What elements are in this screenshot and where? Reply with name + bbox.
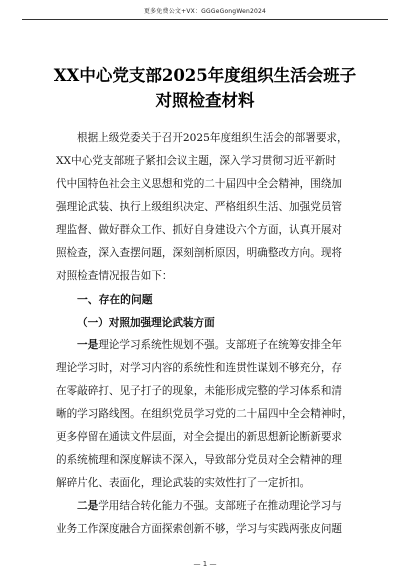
paragraph-line: 更多停留在通读文件层面，对全会提出的新思想新论断新要求 [56, 431, 343, 443]
paragraph-lead: 二是 [77, 500, 99, 512]
paragraph-line: 晰的学习路线图。在组织党员学习党的二十届四中全会精神时， [56, 408, 353, 420]
paragraph-line [77, 499, 342, 513]
header-note: 更多免费公文+VX：GGGeGongWen2024 [143, 8, 267, 15]
header-rule [22, 19, 388, 20]
intro-line: 强理论武装、执行上级组织决定、严格组织生活、加强党员管 [56, 201, 343, 213]
paragraph-text: 学用结合转化能力不强。支部班子在推动理论学习与 [98, 500, 342, 512]
paragraph-lead: 一是 [77, 339, 99, 351]
paragraph-text: 理论学习系统性规划不强。支部班子在统筹安排全年 [98, 339, 342, 351]
intro-line: 代中国特色社会主义思想和党的二十届四中全会精神，围绕加 [56, 178, 343, 190]
section-heading: 一、存在的问题 [77, 293, 153, 306]
paragraph-line: 业务工作深度融合方面探索创新不够，学习与实践两张皮问题 [56, 523, 343, 535]
intro-line: 对照检查情况报告如下： [56, 270, 173, 282]
paragraph-line: 的系统梳理和深度解读不深入，导致部分党员对全会精神的理 [56, 454, 343, 466]
subsection-heading: （一）对照加强理论武装方面 [77, 317, 215, 329]
page-number: — 1 — [193, 560, 217, 568]
intro-line: 根据上级党委关于召开2025年度组织生活会的部署要求， [77, 132, 348, 144]
paragraph-line: 解碎片化、表面化，理论武装的实效性打了一定折扣。 [56, 477, 311, 489]
paragraph-line: 在零敲碎打、见子打子的现象，未能形成完整的学习体系和清 [56, 385, 343, 397]
paragraph-line: 理论学习时，对学习内容的系统性和连贯性谋划不够充分，存 [56, 362, 343, 374]
intro-line: XX中心党支部班子紧扣会议主题，深入学习贯彻习近平新时 [56, 155, 336, 167]
paragraph-line [77, 338, 342, 352]
intro-line: 照检查，深入查摆问题，深刻剖析原因，明确整改方向。现将 [56, 247, 343, 259]
intro-line: 理监督、做好群众工作、抓好自身建设六个方面，认真开展对 [56, 224, 343, 236]
document-title-line-2: 对照检查材料 [155, 91, 255, 110]
document-title-line-1: XX中心党支部2025年度组织生活会班子 [53, 66, 357, 85]
